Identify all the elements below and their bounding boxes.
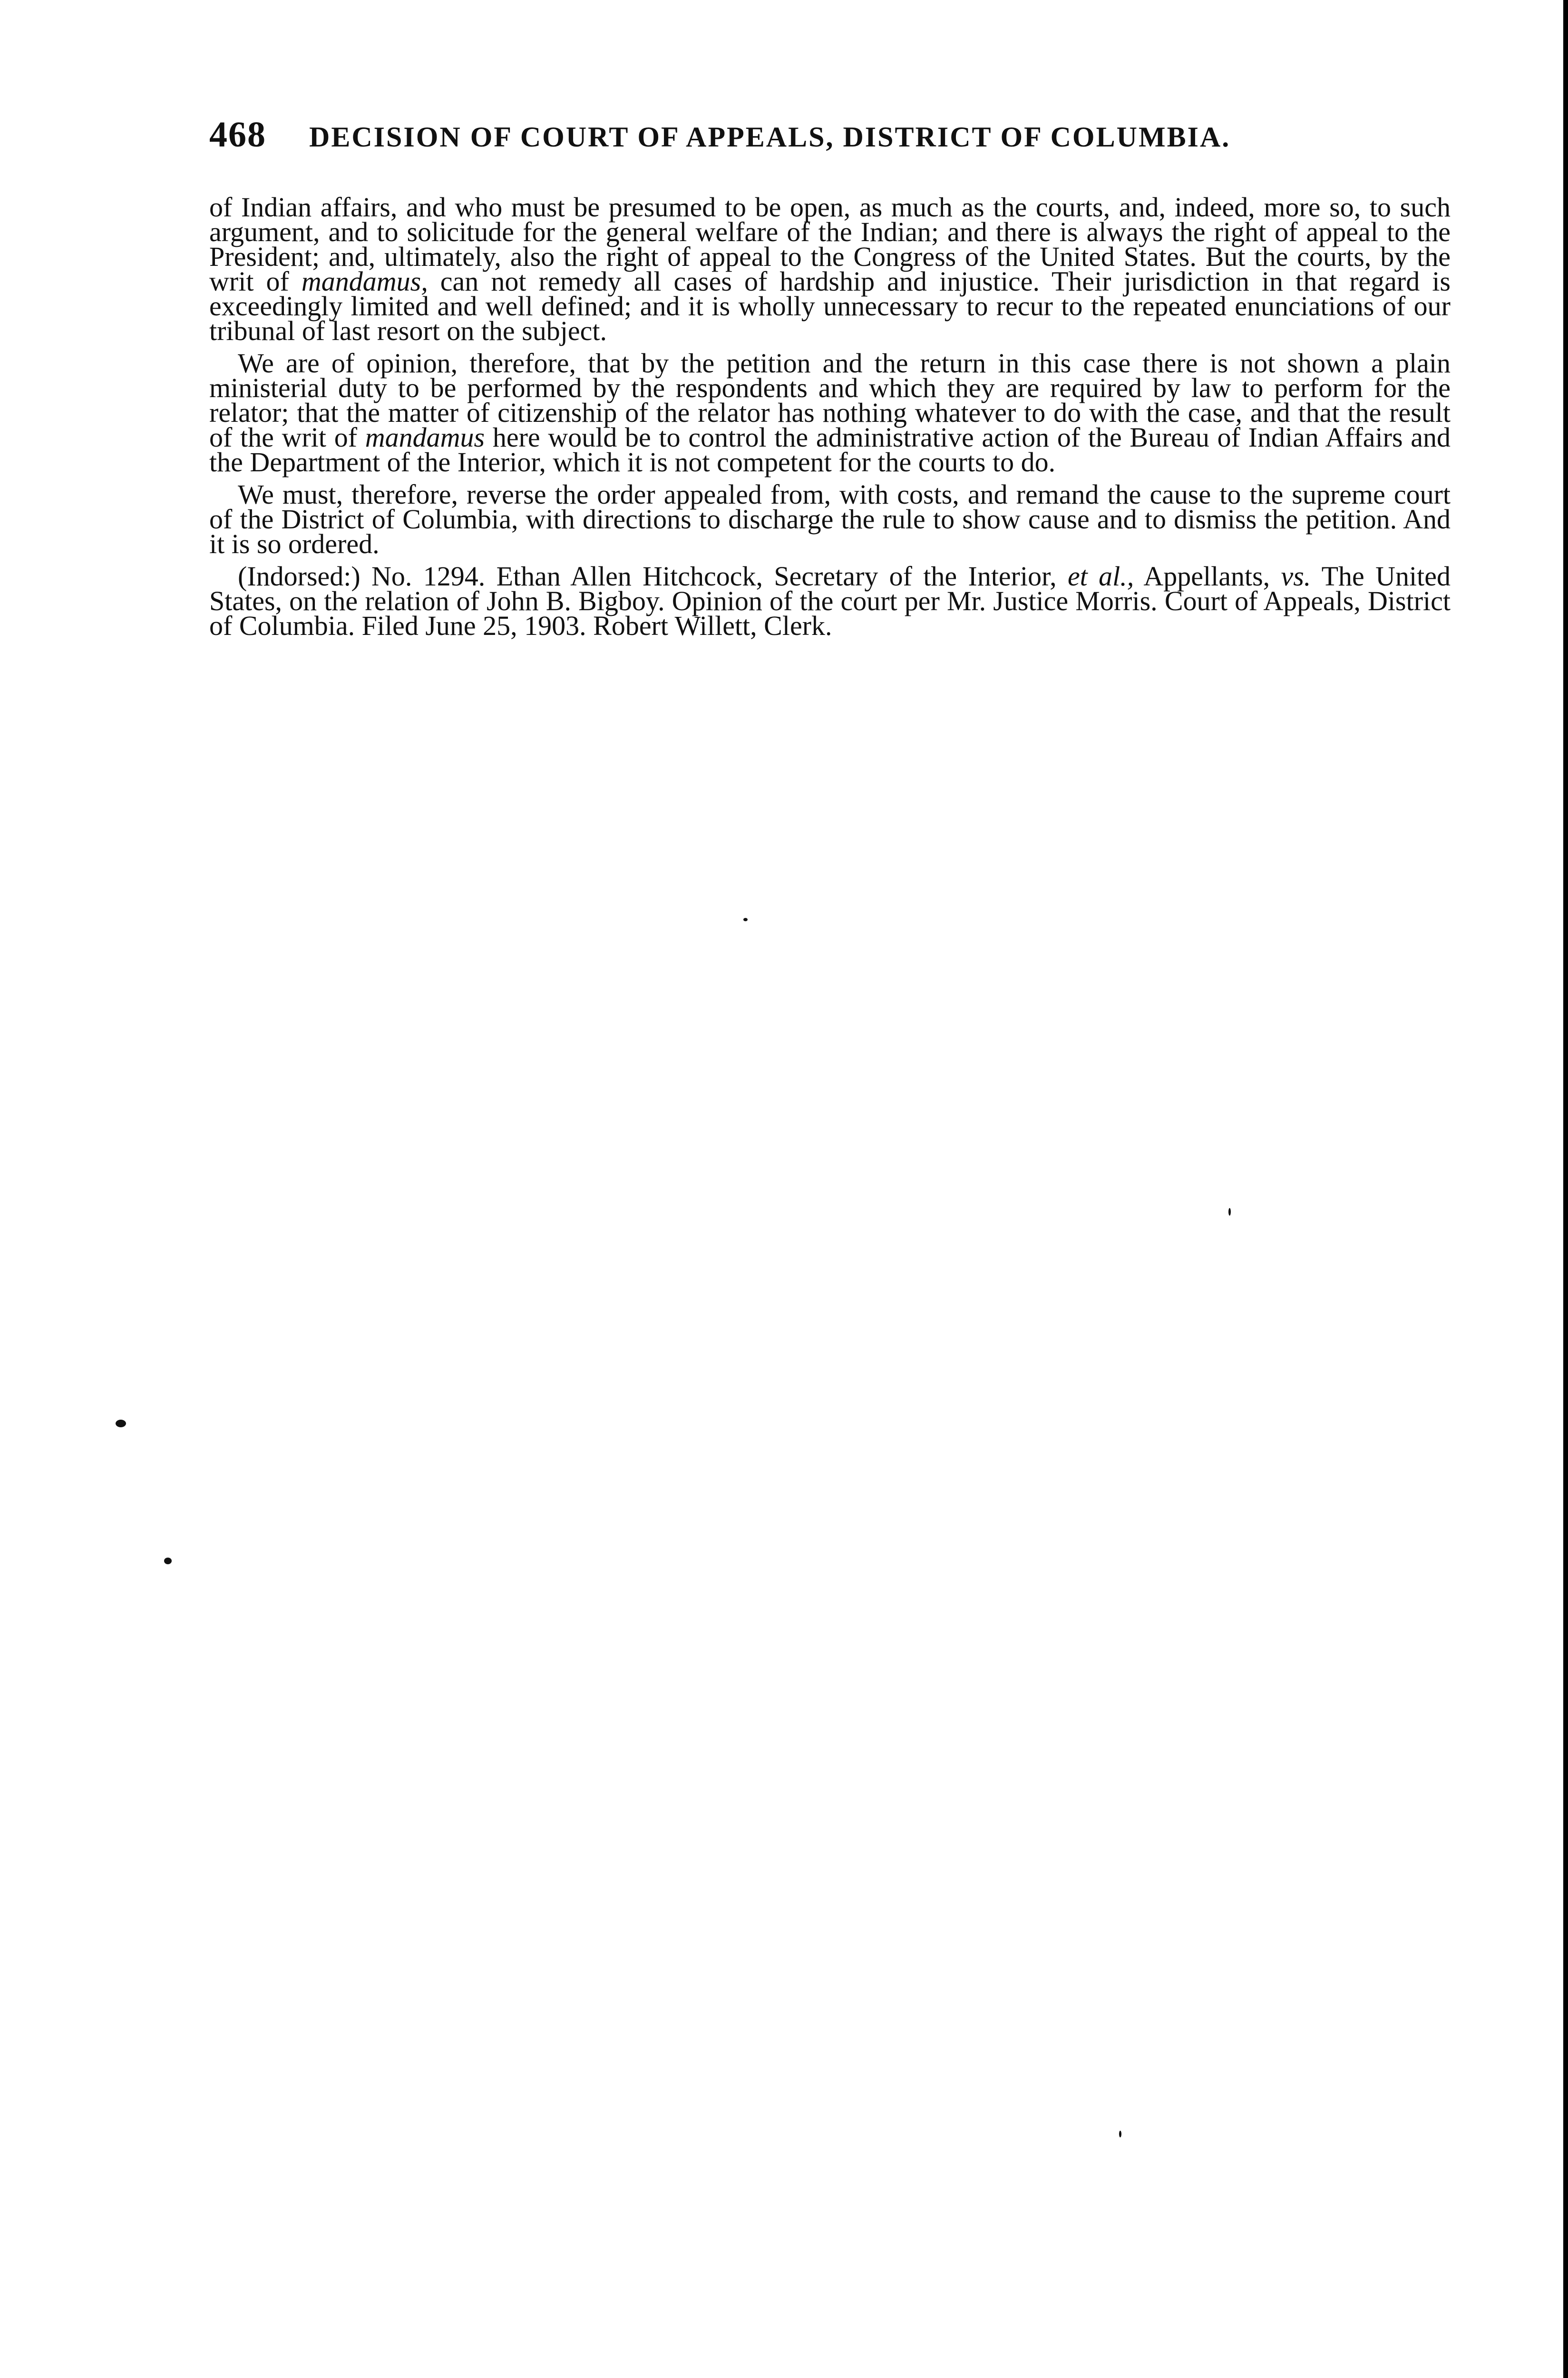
paragraph-3: We must, therefore, reverse the order appealed from, with costs, and remand the cause to the supreme court of the District of Columbia, with directions to discharge the rule to show cause and to dismiss the petition. And it is so ordered. bbox=[209, 479, 1451, 559]
page-number: 468 bbox=[209, 115, 266, 155]
page-header-title: DECISION OF COURT OF APPEALS, DISTRICT OF COLUMBIA. bbox=[309, 121, 1231, 153]
scan-speck bbox=[164, 1558, 172, 1564]
scan-speck bbox=[743, 918, 748, 921]
scan-speck bbox=[1228, 1208, 1231, 1216]
paragraph-2: We are of opinion, therefore, that by the petition and the return in this case there is not shown a plain ministerial duty to be performed by the respondents and which they are required by law to perform for the relator; that the matter of citizenship of the relator has nothing whatever to do with the case, and that the result of the writ of mandamus here would be to control the administrative action of the Bureau of Indian Affairs and the Department of the Interior, which it is not competent for the courts to do. bbox=[209, 348, 1451, 478]
scan-edge-right bbox=[1563, 0, 1568, 2378]
body-text bbox=[209, 192, 1451, 641]
scan-speck bbox=[1119, 2131, 1121, 2137]
paragraph-4-indorsement: (Indorsed:) No. 1294. Ethan Allen Hitchcock, Secretary of the Interior, et al., Appellants, vs. The United States, on the relation of John B. Bigboy. Opinion of the court per Mr. Justice Morris. Court of Appeals, District of Columbia. Filed June 25, 1903. Robert Willett, Clerk. bbox=[209, 561, 1451, 641]
paragraph-1: of Indian affairs, and who must be presumed to be open, as much as the courts, and, indeed, more so, to such argument, and to solicitude for the general welfare of the Indian; and there is always the right of appeal to the President; and, ultimately, also the right of appeal to the Congress of the United States. But the courts, by the writ of mandamus, can not remedy all cases of hardship and injustice. Their jurisdiction in that regard is exceedingly limited and well defined; and it is wholly unnecessary to recur to the repeated enunciations of our tribunal of last resort on the subject. bbox=[209, 192, 1451, 346]
scan-speck bbox=[116, 1420, 126, 1427]
running-head bbox=[209, 114, 1455, 156]
